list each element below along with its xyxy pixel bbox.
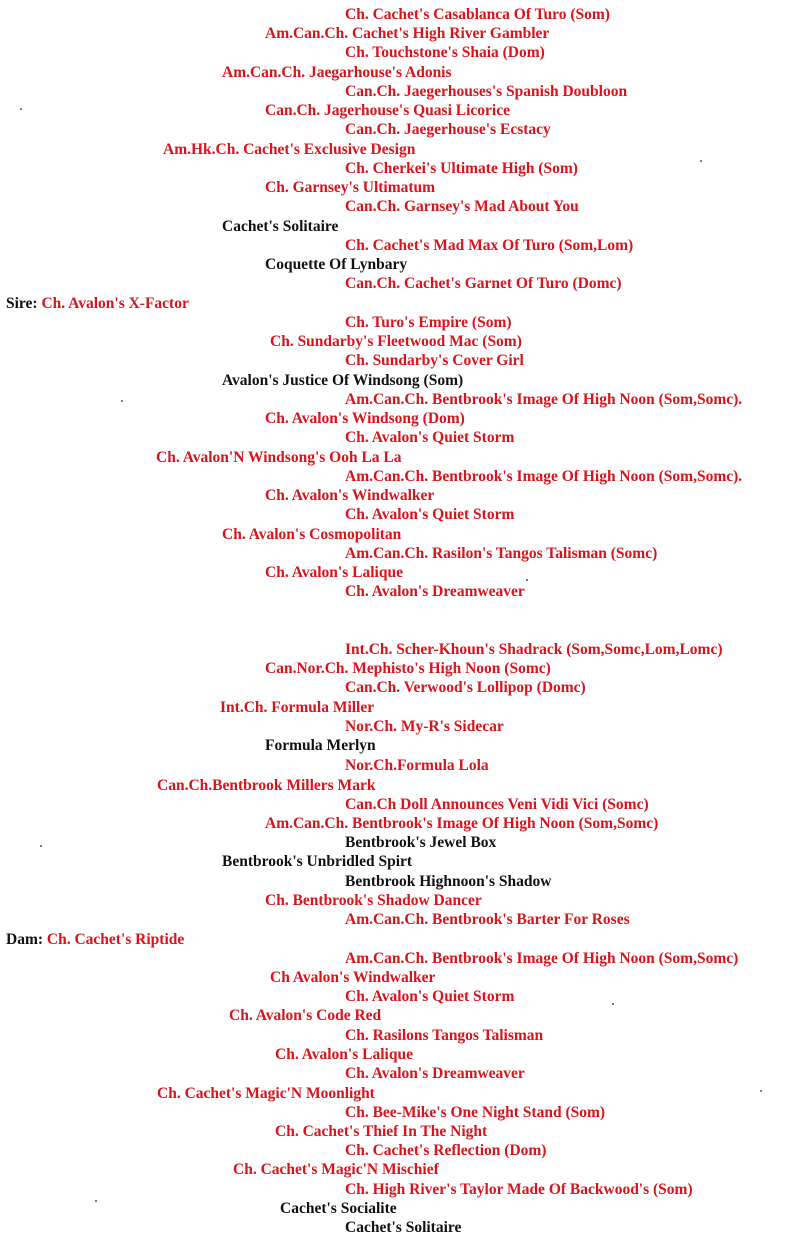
scan-speck [20, 108, 22, 110]
pedigree-entry: Coquette Of Lynbary [265, 256, 408, 273]
scan-speck [612, 1003, 614, 1005]
pedigree-entry: Int.Ch. Scher-Khoun's Shadrack (Som,Somc,Lom,Lomc) [345, 641, 723, 658]
pedigree-entry: Ch. Cachet's Magic'N Mischief [233, 1161, 439, 1178]
pedigree-entry: Can.Ch. Jagerhouse's Quasi Licorice [265, 102, 510, 119]
pedigree-entry: Ch. Bentbrook's Shadow Dancer [265, 892, 482, 909]
pedigree-entry: Ch Avalon's Windwalker [270, 969, 436, 986]
pedigree-entry: Ch. Avalon's Dreamweaver [345, 1065, 525, 1082]
pedigree-entry: Nor.Ch.Formula Lola [345, 757, 489, 774]
pedigree-entry: Can.Ch. Cachet's Garnet Of Turo (Domc) [345, 275, 622, 292]
pedigree-entry: Ch. Bee-Mike's One Night Stand (Som) [345, 1104, 606, 1121]
pedigree-entry: Avalon's Justice Of Windsong (Som) [222, 372, 464, 389]
dam-name: Ch. Cachet's Riptide [46, 931, 185, 948]
pedigree-entry: Can.Ch. Verwood's Lollipop (Domc) [345, 679, 586, 696]
pedigree-entry: Can.Ch. Garnsey's Mad About You [345, 198, 579, 215]
pedigree-entry: Ch. Sundarby's Cover Girl [345, 352, 524, 369]
pedigree-entry: Am.Can.Ch. Cachet's High River Gambler [265, 25, 550, 42]
pedigree-entry: Formula Merlyn [265, 737, 376, 754]
pedigree-entry: Ch. Avalon's Windwalker [265, 487, 435, 504]
pedigree-entry: Ch. Rasilons Tangos Talisman [345, 1027, 544, 1044]
pedigree-entry: Bentbrook's Unbridled Spirt [222, 853, 413, 870]
pedigree-entry: Ch. Cachet's Mad Max Of Turo (Som,Lom) [345, 237, 634, 254]
pedigree-entry: Ch. Garnsey's Ultimatum [265, 179, 436, 196]
pedigree-entry: Ch. Sundarby's Fleetwood Mac (Som) [270, 333, 522, 350]
pedigree-entry: Am.Hk.Ch. Cachet's Exclusive Design [163, 141, 416, 158]
pedigree-entry: Am.Can.Ch. Rasilon's Tangos Talisman (Somc) [345, 545, 658, 562]
pedigree-entry: Ch. Avalon's Windsong (Dom) [265, 410, 465, 427]
pedigree-entry: Bentbrook Highnoon's Shadow [345, 873, 552, 890]
scan-speck [526, 579, 528, 581]
pedigree-entry: Am.Can.Ch. Bentbrook's Image Of High Noon (Som,Somc) [265, 815, 659, 832]
pedigree-entry: Ch. Cherkei's Ultimate High (Som) [345, 160, 578, 177]
scan-speck [95, 1200, 97, 1202]
scan-speck [40, 845, 42, 847]
dam-label: Dam: [6, 931, 44, 948]
pedigree-entry: Ch. Cachet's Reflection (Dom) [345, 1142, 547, 1159]
pedigree-entry: Ch. Avalon's Lalique [265, 564, 403, 581]
pedigree-entry: Ch. Touchstone's Shaia (Dom) [345, 44, 545, 61]
pedigree-entry: Nor.Ch. My-R's Sidecar [345, 718, 504, 735]
pedigree-entry: Ch. Turo's Empire (Som) [345, 314, 512, 331]
sire-line [6, 294, 189, 313]
pedigree-entry: Ch. Avalon's Quiet Storm [345, 429, 515, 446]
pedigree-entry: Am.Can.Ch. Bentbrook's Image Of High Noon (Som,Somc). [345, 468, 743, 485]
pedigree-entry: Ch. Avalon's Lalique [275, 1046, 413, 1063]
pedigree-entry: Cachet's Solitaire [222, 218, 339, 235]
pedigree-entry: Can.Nor.Ch. Mephisto's High Noon (Somc) [265, 660, 551, 677]
pedigree-entry: Cachet's Solitaire [345, 1219, 462, 1236]
pedigree-entry: Ch. Avalon's Dreamweaver [345, 583, 525, 600]
pedigree-entry: Can.Ch. Jaegerhouse's Ecstacy [345, 121, 551, 138]
scan-speck [760, 1090, 762, 1092]
pedigree-entry: Bentbrook's Jewel Box [345, 834, 497, 851]
pedigree-entry: Ch. Avalon's Cosmopolitan [222, 526, 402, 543]
pedigree-entry: Cachet's Socialite [280, 1200, 397, 1217]
pedigree-entry: Ch. Avalon'N Windsong's Ooh La La [156, 449, 402, 466]
dam-line [6, 930, 184, 949]
pedigree-entry: Ch. Cachet's Casablanca Of Turo (Som) [345, 6, 610, 23]
pedigree-entry: Am.Can.Ch. Bentbrook's Image Of High Noon (Som,Somc) [345, 950, 739, 967]
pedigree-entry: Can.Ch.Bentbrook Millers Mark [157, 777, 376, 794]
scan-speck [700, 160, 702, 162]
pedigree-entry: Am.Can.Ch. Bentbrook's Barter For Roses [345, 911, 630, 928]
pedigree-entry: Can.Ch. Jaegerhouses's Spanish Doubloon [345, 83, 628, 100]
pedigree-entry: Ch. High River's Taylor Made Of Backwood's (Som) [345, 1181, 693, 1198]
pedigree-entry: Ch. Cachet's Thief In The Night [275, 1123, 488, 1140]
pedigree-entry: Ch. Avalon's Code Red [229, 1007, 382, 1024]
pedigree-entry: Ch. Avalon's Quiet Storm [345, 988, 515, 1005]
pedigree-entry: Am.Can.Ch. Jaegarhouse's Adonis [222, 64, 452, 81]
sire-label: Sire: [6, 295, 38, 312]
scan-speck [121, 400, 123, 402]
sire-name: Ch. Avalon's X-Factor [41, 295, 189, 312]
pedigree-entry: Can.Ch Doll Announces Veni Vidi Vici (Somc) [345, 796, 649, 813]
pedigree-entry: Ch. Cachet's Magic'N Moonlight [157, 1085, 375, 1102]
pedigree-entry: Int.Ch. Formula Miller [220, 699, 375, 716]
pedigree-entry: Ch. Avalon's Quiet Storm [345, 506, 515, 523]
pedigree-entry: Am.Can.Ch. Bentbrook's Image Of High Noon (Som,Somc). [345, 391, 743, 408]
